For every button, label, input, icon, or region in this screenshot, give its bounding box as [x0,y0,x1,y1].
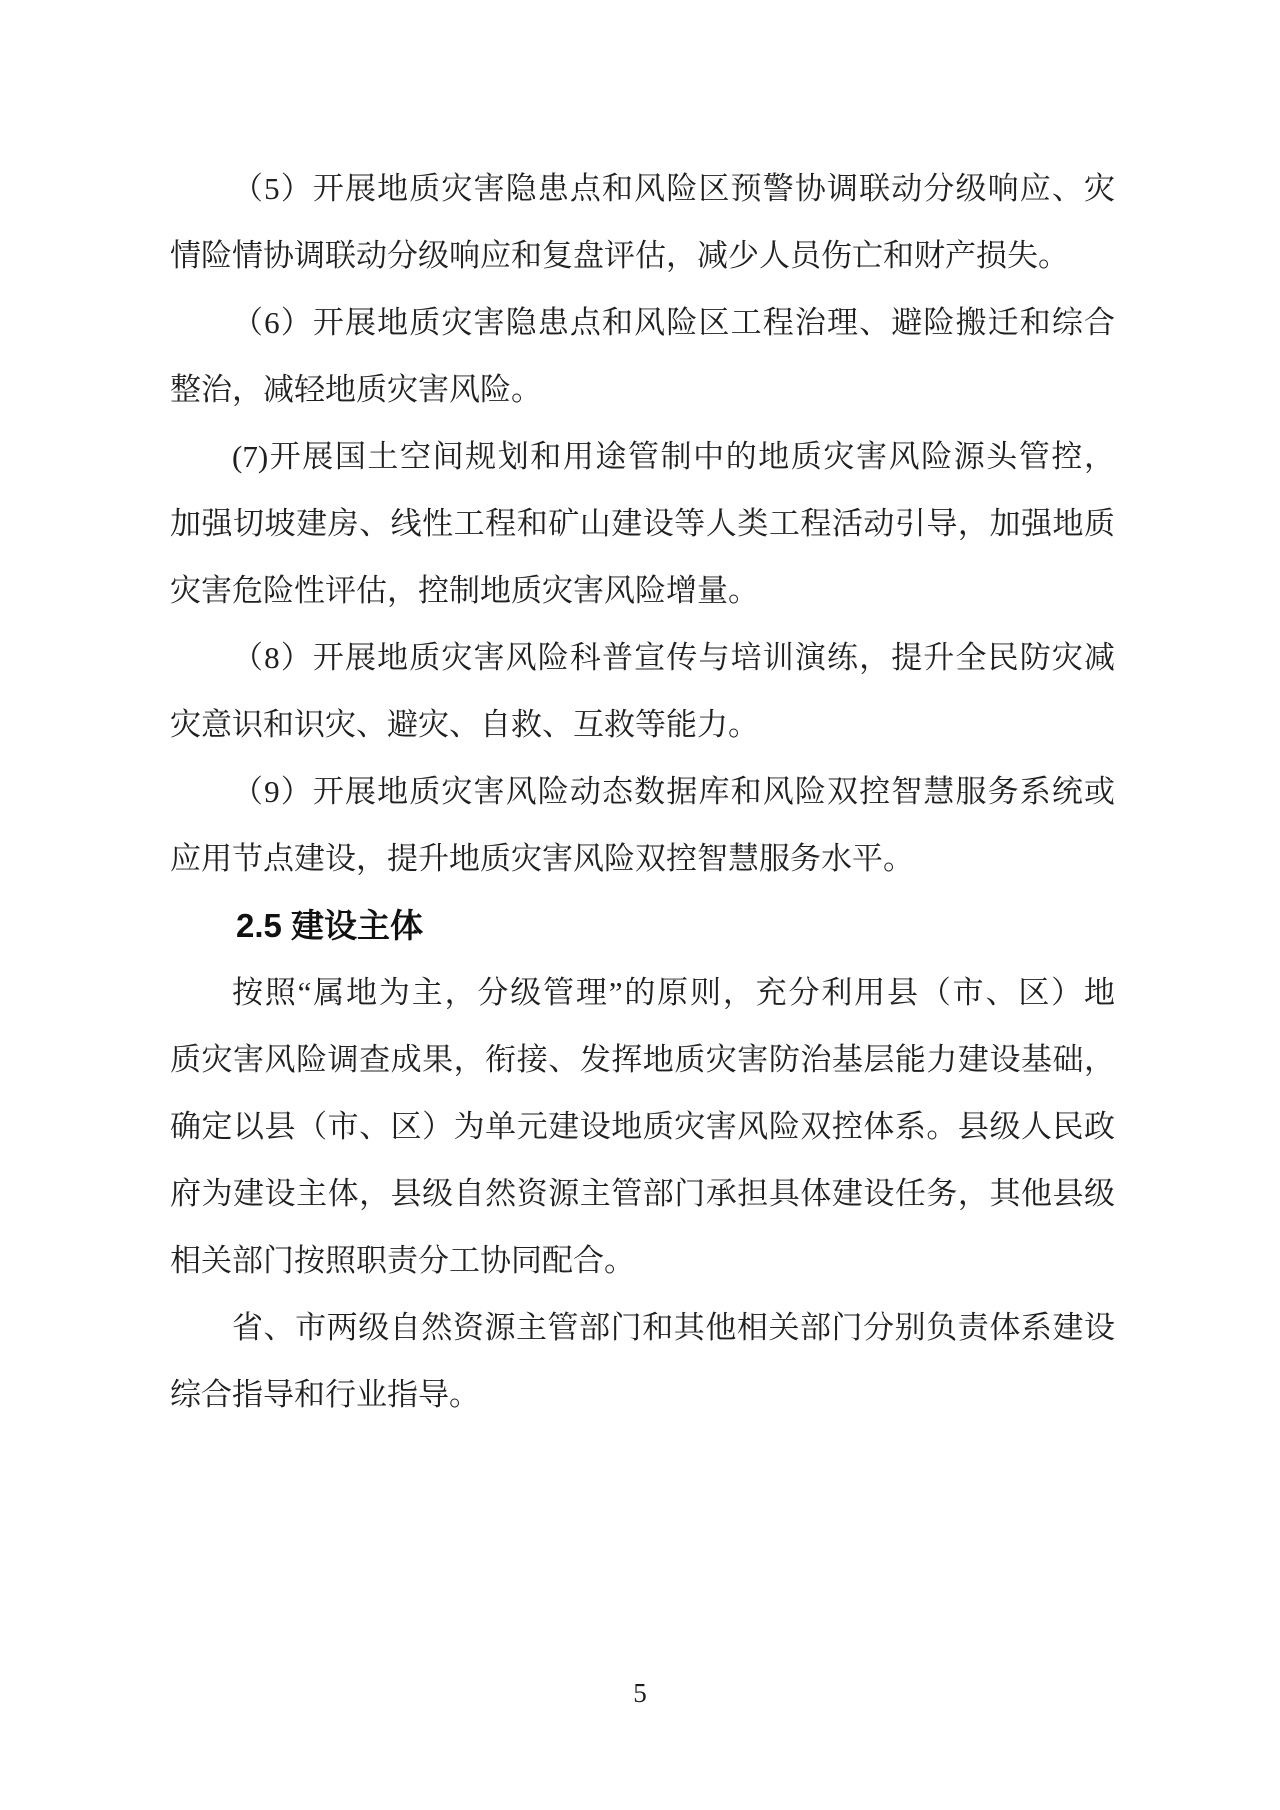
text-line-para1-middle1: 质灾害风险调查成果，衔接、发挥地质灾害防治基层能力建设基础， [170,1042,1115,1077]
text-line-para1-start: 按照“属地为主，分级管理”的原则，充分利用县（市、区）地 [232,975,1115,1010]
text-line-item8-start: （8）开展地质灾害风险科普宣传与培训演练，提升全民防灾减 [232,640,1115,675]
page-number: 5 [633,1678,647,1708]
text-line-item7-end: 灾害危险性评估，控制地质灾害风险增量。 [170,573,759,608]
text-line-item8-end: 灾意识和识灾、避灾、自救、互救等能力。 [170,707,759,742]
text-line-item7-middle: 加强切坡建房、线性工程和矿山建设等人类工程活动引导，加强地质 [170,506,1115,541]
text-line-item9-end: 应用节点建设，提升地质灾害风险双控智慧服务水平。 [170,841,914,876]
text-line-item6-end: 整治，减轻地质灾害风险。 [170,372,542,407]
section-heading: 2.5 建设主体 [236,907,424,944]
text-line-item5-end: 情险情协调联动分级响应和复盘评估，减少人员伤亡和财产损失。 [170,238,1069,273]
text-line-para2-start: 省、市两级自然资源主管部门和其他相关部门分别负责体系建设 [232,1310,1115,1345]
text-line-item6-start: （6）开展地质灾害隐患点和风险区工程治理、避险搬迁和综合 [232,305,1115,340]
text-line-para1-end: 相关部门按照职责分工协同配合。 [170,1243,635,1278]
text-line-para2-end: 综合指导和行业指导。 [170,1377,480,1412]
text-line-item7-start: (7)开展国土空间规划和用途管制中的地质灾害风险源头管控， [232,439,1115,474]
text-line-para1-middle2: 确定以县（市、区）为单元建设地质灾害风险双控体系。县级人民政 [170,1109,1115,1144]
text-line-item9-start: （9）开展地质灾害风险动态数据库和风险双控智慧服务系统或 [232,774,1115,809]
page-body-text [170,155,1115,1428]
text-line-item5-start: （5）开展地质灾害隐患点和风险区预警协调联动分级响应、灾 [232,171,1115,206]
text-line-para1-middle3: 府为建设主体，县级自然资源主管部门承担具体建设任务，其他县级 [170,1176,1115,1211]
